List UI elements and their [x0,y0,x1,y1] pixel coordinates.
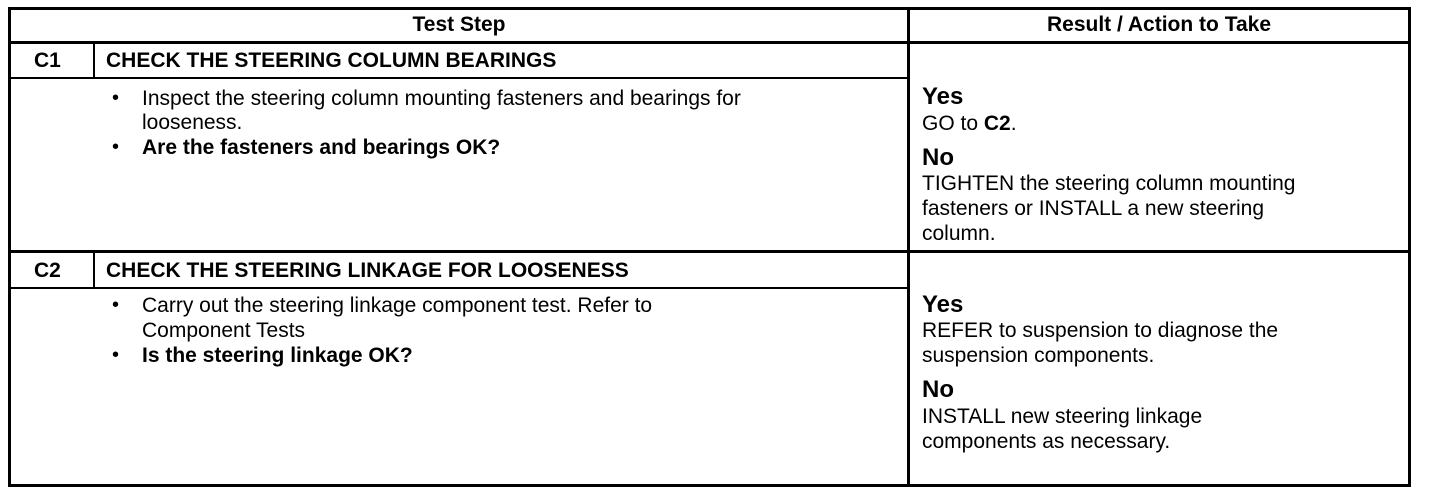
c1-bullet1-line2: looseness. [142,111,243,134]
table-border-left [8,7,11,487]
c1-title-divider [8,77,908,79]
c2-bullet2-question: Is the steering linkage OK? [142,344,413,367]
bullet-icon: • [112,344,120,366]
c1-id-divider [93,43,95,79]
c1-yes-action [922,111,1017,136]
c1-no-line2: fasteners or INSTALL a new steering [922,197,1264,220]
table-border-right [1408,7,1411,487]
c1-yes-action-suffix: . [1010,112,1017,135]
step-id-c1: C1 [34,49,61,72]
c1-bullet1-line1: Inspect the steering column mounting fasteners and bearings for [142,87,741,110]
column-divider [907,7,910,487]
bullet-icon: • [112,136,120,158]
c1-yes-action-text: GO to [922,112,984,135]
c2-yes-line1: REFER to suspension to diagnose the [922,319,1279,342]
c1-yes-label: Yes [922,83,964,110]
c2-id-divider [93,252,95,288]
bullet-icon: • [112,87,120,109]
c2-bullet1-line1: Carry out the steering linkage component test. Refer to [142,294,653,317]
diagnostic-table [8,7,1411,487]
header-test-step: Test Step [412,13,506,36]
c1-no-line1: TIGHTEN the steering column mounting [922,172,1296,195]
c2-no-line1: INSTALL new steering linkage [922,405,1203,428]
c2-yes-line2: suspension components. [922,344,1155,367]
c2-yes-label: Yes [922,291,964,318]
header-result-action: Result / Action to Take [1046,13,1272,36]
c1-yes-action-ref: C2 [983,112,1011,135]
step-separator [8,250,1411,253]
c1-bullet2-question: Are the fasteners and bearings OK? [142,136,501,159]
bullet-icon: • [112,294,120,316]
c2-no-line2: components as necessary. [922,430,1171,453]
c2-no-label: No [922,376,954,403]
c1-no-label: No [922,144,954,171]
table-border-bottom [8,484,1411,487]
c1-no-line3: column. [922,222,996,245]
c2-title-divider [8,287,908,289]
step-title-c2: CHECK THE STEERING LINKAGE FOR LOOSENESS [106,259,629,282]
c2-bullet1-line2: Component Tests [142,319,306,342]
step-id-c2: C2 [34,259,61,282]
step-title-c1: CHECK THE STEERING COLUMN BEARINGS [106,49,557,72]
